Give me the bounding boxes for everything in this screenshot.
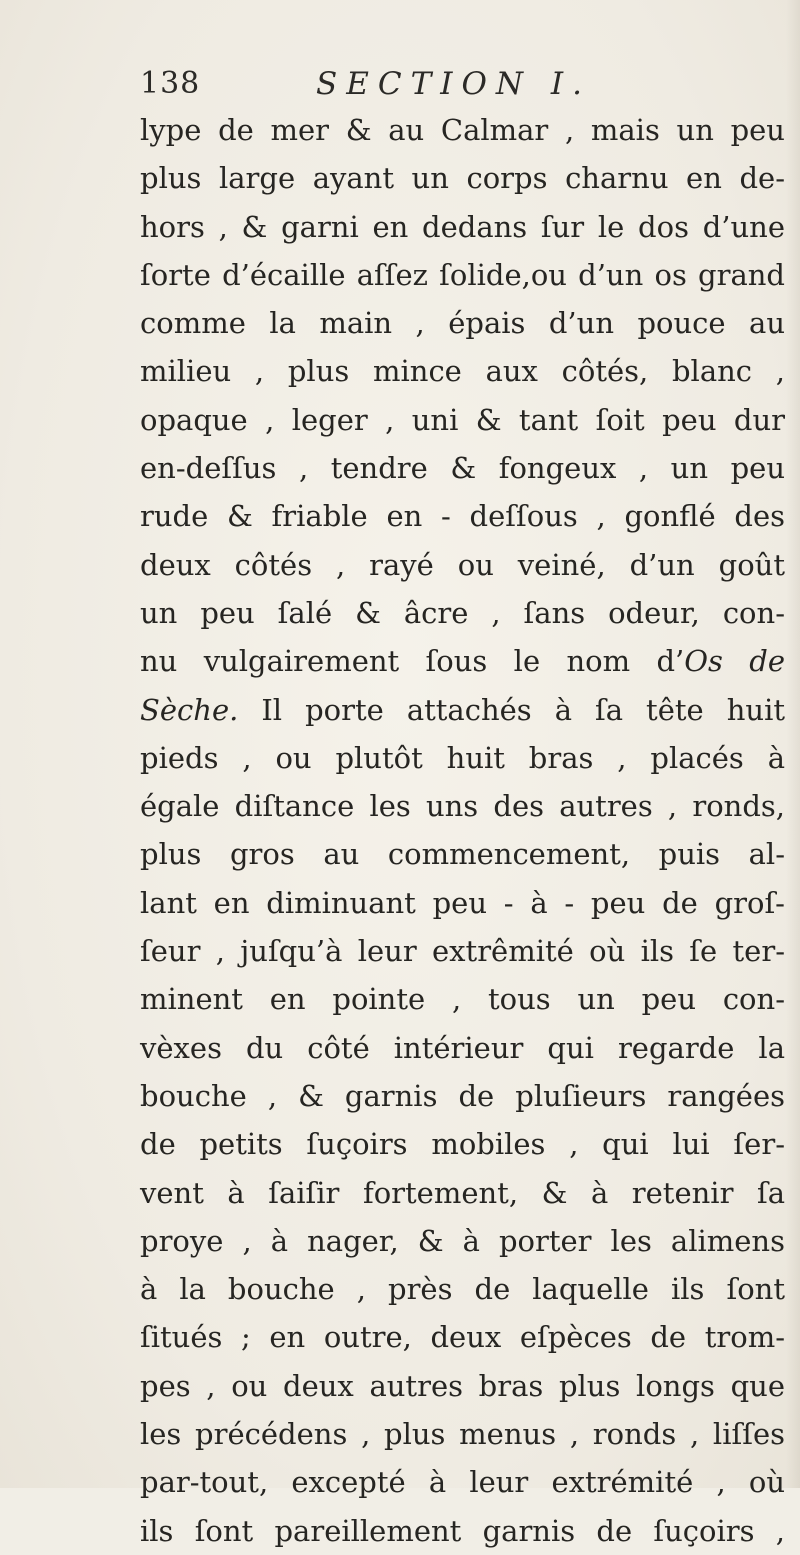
text-line-5: comme la main , épais d’un pouce au (140, 306, 785, 341)
text-line-18: ſeur , juſqu’à leur extrêmité où ils ſe ter- (140, 934, 785, 969)
text-line-25: à la bouche , près de laquelle ils ſont (140, 1272, 785, 1307)
text-line-15: égale diſtance les uns des autres , ronds, (140, 789, 785, 824)
text-line-24: proye , à nager, & à porter les alimens (140, 1223, 785, 1258)
text-line-3: hors , & garni en dedans ſur le dos d’une (140, 209, 785, 244)
text-line-8: en-deſſus , tendre & fongeux , un peu (140, 451, 785, 486)
text-line-12-roman: nu vulgairement ſous le nom d’ (140, 644, 685, 679)
text-line-13-roman: Il porte attachés à ſa tête huit (238, 692, 785, 727)
section-title: SECTION I. (316, 66, 592, 102)
text-line-22: de petits ſuçoirs mobiles , qui lui ſer- (140, 1127, 785, 1162)
text-line-9: rude & friable en - deſſous , gonflé des (140, 499, 785, 534)
text-line-10: deux côtés , rayé ou veiné, d’un goût (140, 547, 785, 582)
text-line-13 (140, 686, 785, 734)
text-line-2: plus large ayant un corps charnu en de- (140, 161, 785, 196)
text-line-28: les précédens , plus menus , ronds , liſſes (140, 1417, 785, 1452)
text-line-11: un peu ſalé & âcre , ſans odeur, con- (140, 595, 785, 630)
text-line-26: ſitués ; en outre, deux eſpèces de trom- (140, 1320, 785, 1355)
italic-os-de: Os de (684, 644, 785, 679)
page-edge-shadow (786, 0, 800, 1488)
text-line-14: pieds , ou plutôt huit bras , placés à (140, 740, 785, 775)
italic-seche: Sèche. (140, 692, 239, 727)
text-line-20: vèxes du côté intérieur qui regarde la (140, 1030, 785, 1065)
body-text (140, 106, 785, 1555)
text-line-29: par-tout, excepté à leur extrémité , où (140, 1465, 785, 1500)
page-number: 138 (140, 66, 201, 101)
text-line-16: plus gros au commencement, puis al- (140, 837, 785, 872)
text-line-21: bouche , & garnis de pluſieurs rangées (140, 1078, 785, 1113)
text-line-6: milieu , plus mince aux côtés, blanc , (140, 354, 785, 389)
text-line-19: minent en pointe , tous un peu con- (140, 982, 785, 1017)
text-line-27: pes , ou deux autres bras plus longs que (140, 1368, 785, 1403)
text-line-30: ils ſont pareillement garnis de ſuçoirs , (140, 1513, 785, 1548)
text-line-17: lant en diminuant peu - à - peu de groſ- (140, 885, 785, 920)
text-line-23: vent à ſaiſir fortement, & à retenir ſa (140, 1175, 785, 1210)
text-line-7: opaque , leger , uni & tant ſoit peu dur (140, 402, 785, 437)
text-line-1: lype de mer & au Calmar , mais un peu (140, 113, 785, 147)
text-line-12 (140, 637, 785, 685)
text-line-4: ſorte d’écaille aſſez ſolide,ou d’un os grand (140, 257, 785, 292)
running-head (140, 66, 780, 110)
